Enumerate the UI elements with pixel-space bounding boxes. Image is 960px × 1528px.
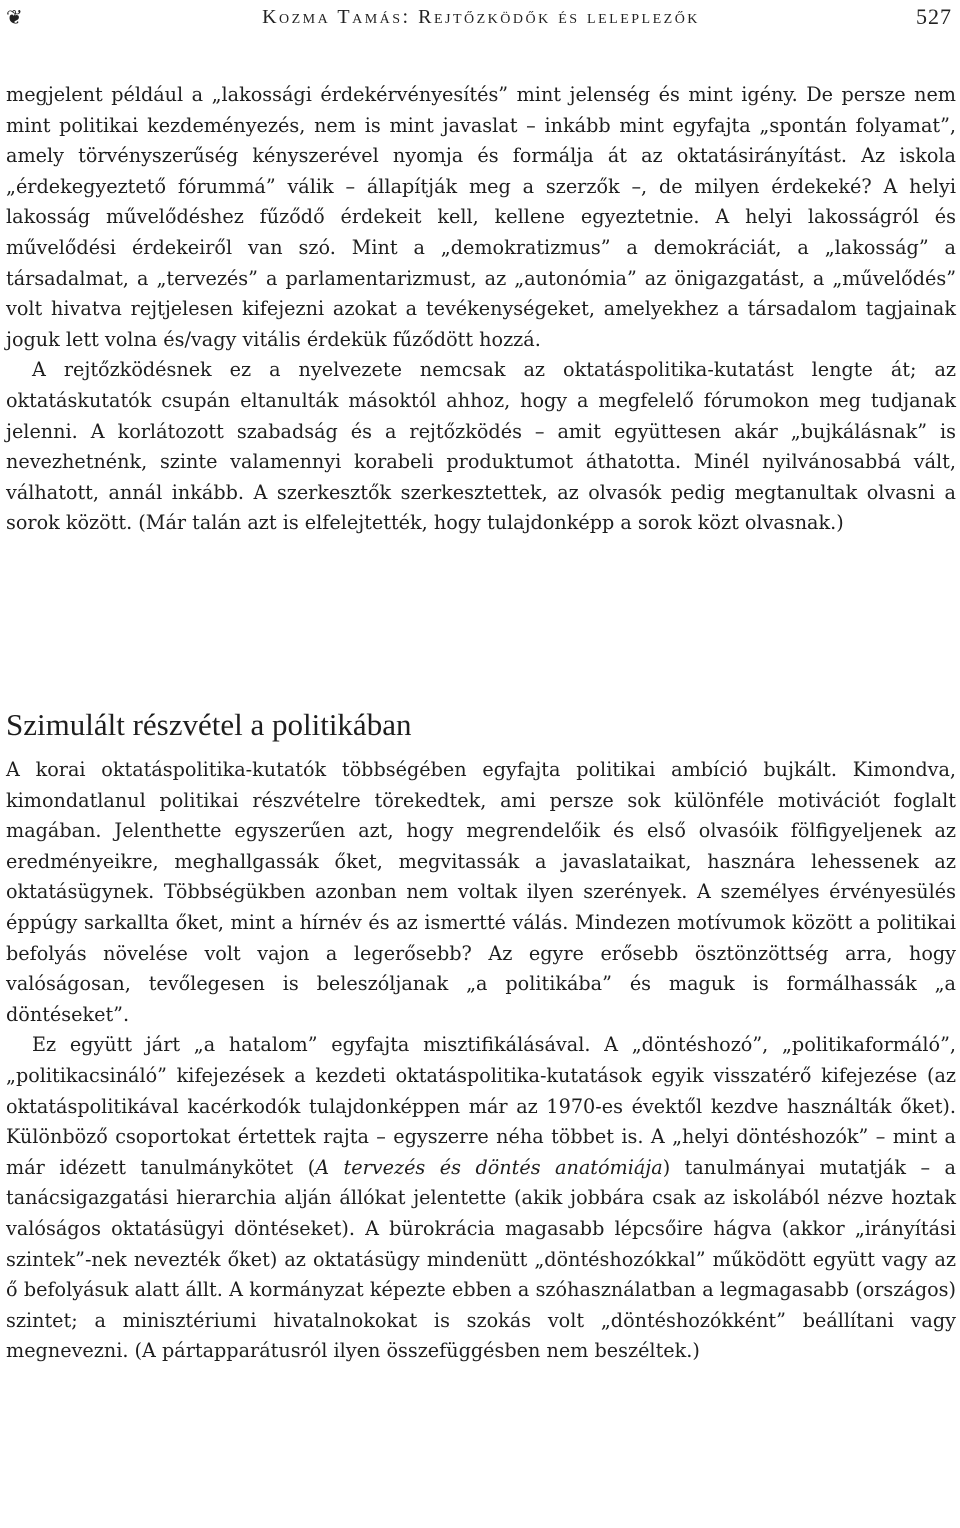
running-head bbox=[6, 2, 952, 32]
page-number: 527 bbox=[916, 4, 952, 29]
section-2-body bbox=[6, 755, 956, 1367]
paragraph-4-part-1: Ez együtt járt „a hatalom” egyfajta misztifikálásával. A „döntéshozó”, „politikaformáló”, „politikacsináló” kifejezések a kezdeti oktatáspolitika-kutatások egyik visszatérő kifejezése (az oktatáspolitikával kacérkodók tulajdonképpen már az 1970-es évektől kezdve használták őket). Különböző csoportokat értettek rajta – egyszerre néha többet is. A „helyi döntéshozók” – mint a már idézett tanulmánykötet ( bbox=[6, 1033, 956, 1179]
paragraph-4 bbox=[6, 1030, 956, 1367]
paragraph-3: A korai oktatáspolitika-kutatók többségében egyfajta politikai ambíció bujkált. Kimondva, kimondatlanul politikai részvételre törekedtek, ami persze sok különféle motivációt foglalt magában. Jelenthette egyszerűen azt, hogy megrendelőik és első olvasóik fölfigyeljenek az eredményeikre, meghallgassák őket, megvitassák a javaslataikat, hasznára lehessenek az oktatásügynek. Többségükben azonban nem voltak ilyen szerények. A személyes érvényesülés éppúgy sarkallta őket, mint a hírnév és az ismertté válás. Mindezen motívumok között a politikai befolyás növelése volt vajon a legerősebb? Az egyre erősebb ösztönzöttség arra, hogy valóságosan, tevőlegesen is beleszóljanak „a politikába” és maguk is formálhassák „a döntéseket”. bbox=[6, 758, 956, 1026]
section-heading: Szimulált részvétel a politikában bbox=[6, 707, 412, 742]
paragraph-1: megjelent például a „lakossági érdekérvényesítés” mint jelenség és mint igény. De persze nem mint politikai kezdeményezés, nem is mint javaslat – inkább mint egyfajta „spontán folyamat”, amely törvényszerűség kényszerével nyomja és formálja át az oktatásirányítást. Az iskola „érdekegyeztető fórummá” válik – állapítják meg a szerzők –, de milyen érdekeké? A helyi lakosság művelődéshez fűződő érdekeit kell, kellene egyeztetnie. A helyi lakosságról és művelődési érdekeiről van szó. Mint a „demokratizmus” a demokráciát, a „lakosság” a társadalmat, a „tervezés” a parlamentarizmust, az „autonómia” az önigazgatást, a „művelődés” volt hivatva rejtjelesen kifejezni azokat a tevékenységeket, amelyekhez a társadalom tagjainak joguk lett volna és/vagy vitális érdekük fűződött hozzá. bbox=[6, 83, 956, 351]
cited-book-title: A tervezés és döntés anatómiája bbox=[315, 1155, 663, 1179]
fleuron-icon: ❦ bbox=[6, 6, 23, 29]
paragraph-2: A rejtőzködésnek ez a nyelvezete nemcsak az oktatáspolitika-kutatást lengte át; az oktatáskutatók csupán eltanulták másoktól ahhoz, hogy a megfelelő fórumokon meg tudjanak jelenni. A korlátozott szabadság és a rejtőzködés – amit együttesen akár „bujkálásnak” is nevezhetnénk, szinte valamennyi korabeli produktumot áthatotta. Minél nyilvánosabbá vált, válhatott, annál inkább. A szerkesztők szerkesztettek, az olvasók pedig megtanultak olvasni a sorok között. (Már talán azt is elfelejtették, hogy tulajdonképp a sorok közt olvasnak.) bbox=[6, 358, 956, 535]
section-1-body bbox=[6, 80, 956, 539]
running-head-title: Kozma Tamás: Rejtőzködők és leleplezők bbox=[262, 5, 700, 28]
paragraph-4-part-2: ) tanulmányai mutatják – a tanácsigazgatási hierarchia alján állókat jelentette (akik jobbára csak az iskolából nézve hoztak valóságos oktatásügyi döntéseket). A bürokrácia magasabb lépcsőire hágva (akkor „irányítási szintek”-nek nevezték őket) az oktatásügy mindenütt „döntéshozókkal” működött együtt vagy az ő befolyásuk alatt állt. A kormányzat képezte ebben a szóhasználatban a legmagasabb (országos) szintet; a minisztériumi hivatalnokokat is szokás volt „döntéshozókként” beállítani vagy megnevezni. (A pártapparátusról ilyen összefüggésben nem beszéltek.) bbox=[6, 1155, 956, 1363]
